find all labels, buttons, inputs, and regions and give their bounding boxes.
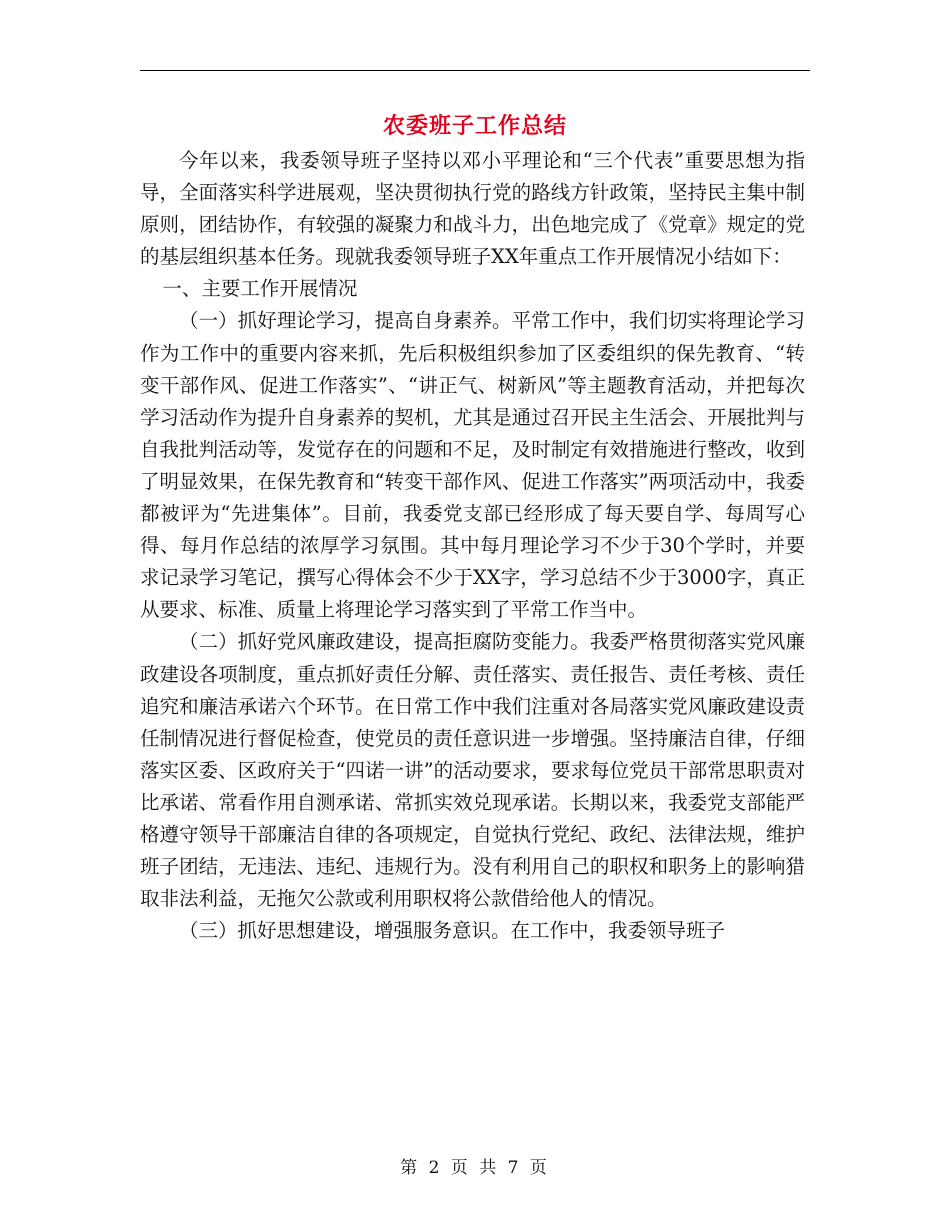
document-body (140, 145, 805, 947)
paragraph-ideology: （三）抓好思想建设，增强服务意识。在工作中，我委领导班子 (179, 919, 726, 943)
section-heading: 一、主要工作开展情况 (162, 277, 358, 301)
intro-paragraph: 今年以来，我委领导班子坚持以邓小平理论和“三个代表”重要思想为指导，全面落实科学进展观，坚决贯彻执行党的路线方针政策，坚持民主集中制原则，团结协作，有较强的凝聚力和战斗力，出色地完成了《党章》规定的党的基层组织基本任务。现就我委领导班子XX年重点工作开展情况小结如下： (140, 149, 805, 269)
paragraph-theory-study: （一）抓好理论学习，提高自身素养。平常工作中，我们切实将理论学习作为工作中的重要内容来抓，先后积极组织参加了区委组织的保先教育、“转变干部作风、促进工作落实”、“讲正气、树新风”等主题教育活动，并把每次学习活动作为提升自身素养的契机，尤其是通过召开民主生活会、开展批判与自我批判活动等，发觉存在的问题和不足，及时制定有效措施进行整改，收到了明显效果，在保先教育和“转变干部作风、促进工作落实”两项活动中，我委都被评为“先进集体”。目前，我委党支部已经形成了每天要自学、每周写心得、每月作总结的浓厚学习氛围。其中每月理论学习不少于30个学时，并要求记录学习笔记，撰写心得体会不少于XX字，学习总结不少于3000字，真正从要求、标准、质量上将理论学习落实到了平常工作当中。 (140, 309, 805, 622)
document-title: 农委班子工作总结 (382, 113, 567, 139)
header-rule (140, 70, 810, 71)
paragraph-integrity: （二）抓好党风廉政建设，提高拒腐防变能力。我委严格贯彻落实党风廉政建设各项制度，重点抓好责任分解、责任落实、责任报告、责任考核、责任追究和廉洁承诺六个环节。在日常工作中我们注重对各局落实党风廉政建设责任制情况进行督促检查，使党员的责任意识进一步增强。坚持廉洁自律，仔细落实区委、区政府关于“四诺一讲”的活动要求，要求每位党员干部常思职责对比承诺、常看作用自测承诺、常抓实效兑现承诺。长期以来，我委党支部能严格遵守领导干部廉洁自律的各项规定，自觉执行党纪、政纪、法律法规，维护班子团结，无违法、违纪、违规行为。没有利用自己的职权和职务上的影响猎取非法利益，无拖欠公款或利用职权将公款借给他人的情况。 (140, 630, 805, 911)
page-number: 第 2 页 共 7 页 (400, 1158, 550, 1178)
